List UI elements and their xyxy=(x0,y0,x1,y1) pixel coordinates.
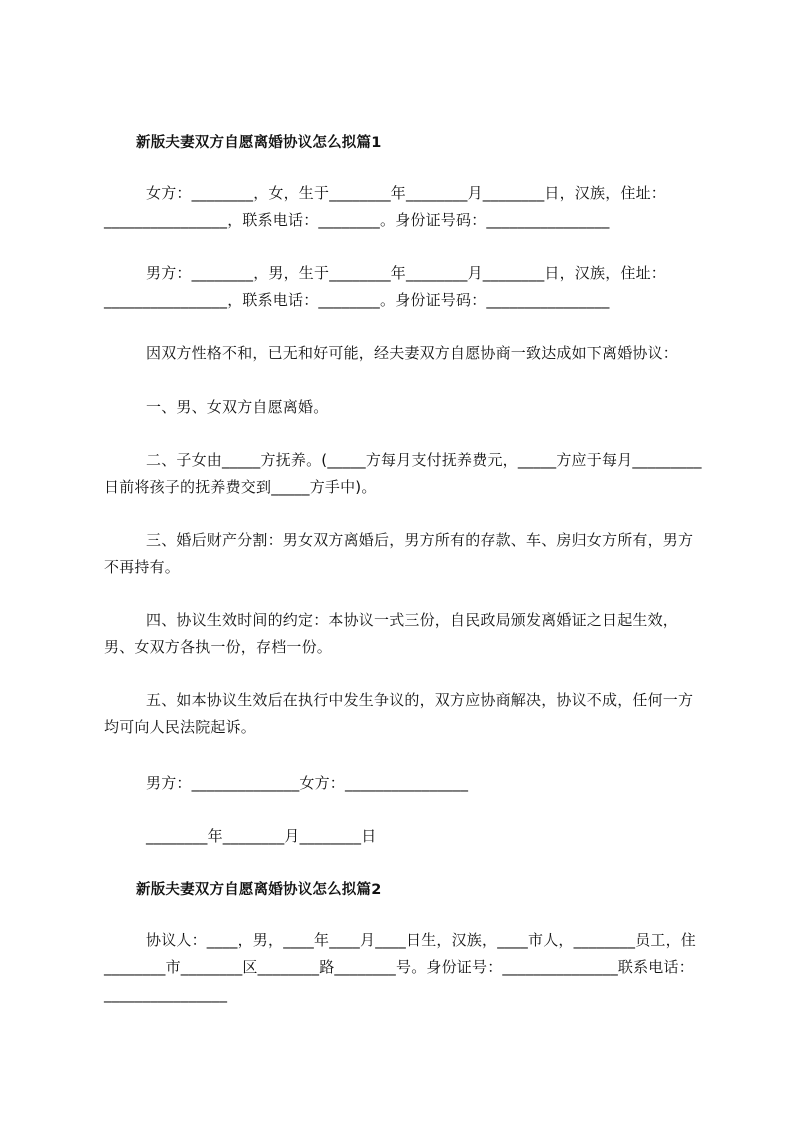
male-party-paragraph: 男方：________，男，生于________年________月________日，汉族，住址：________________，联系电话：________。身份证号码：________________ xyxy=(104,264,667,309)
signature-line: 男方：______________女方：________________ xyxy=(146,774,469,792)
agreement-party-paragraph: 协议人：____，男，____年____月____日生，汉族，____市人，________员工，住________市________区________路________号。身份证号：_______________联系电话：________________ xyxy=(104,931,697,1003)
section-heading-1: 新版夫妻双方自愿离婚协议怎么拟篇1 xyxy=(136,135,382,151)
section-heading-2: 新版夫妻双方自愿离婚协议怎么拟篇2 xyxy=(136,882,382,898)
female-party-paragraph: 女方：________，女，生于________年________月________日，汉族，住址：________________，联系电话：________。身份证号码：________________ xyxy=(104,184,667,229)
intro-paragraph: 因双方性格不和，已无和好可能，经夫妻双方自愿协商一致达成如下离婚协议： xyxy=(146,344,679,362)
clause-2-paragraph: 二、子女由_____方抚养。(_____方每月支付抚养费元，_____方应于每月_________日前将孩子的抚养费交到_____方手中)。 xyxy=(104,451,702,496)
clause-5-paragraph: 五、如本协议生效后在执行中发生争议的，双方应协商解决，协议不成，任何一方均可向人民法院起诉。 xyxy=(104,691,694,736)
clause-3-paragraph: 三、婚后财产分割：男女双方离婚后，男方所有的存款、车、房归女方所有，男方不再持有。 xyxy=(104,531,694,576)
date-line: ________年________月________日 xyxy=(146,827,377,845)
clause-4-paragraph: 四、协议生效时间的约定：本协议一式三份，自民政局颁发离婚证之日起生效，男、女双方各执一份，存档一份。 xyxy=(104,611,679,656)
clause-1-paragraph: 一、男、女双方自愿离婚。 xyxy=(146,398,329,416)
